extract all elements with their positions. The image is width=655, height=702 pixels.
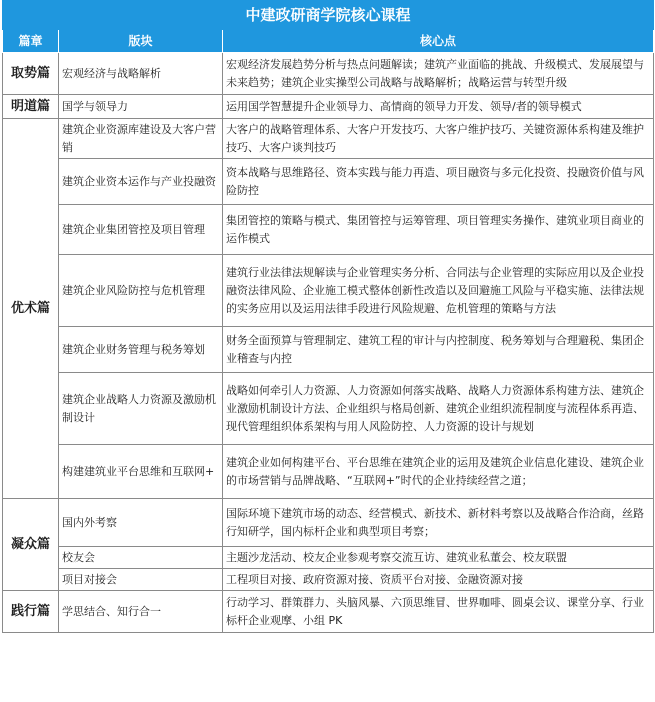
table-row	[3, 95, 654, 119]
module-cell: 建筑企业资本运作与产业投融资	[59, 159, 223, 205]
title-row	[3, 1, 654, 30]
chapter-cell: 明道篇	[3, 95, 59, 119]
module-cell: 国学与领导力	[59, 95, 223, 119]
core-point-cell: 财务全面预算与管理制定、建筑工程的审计与内控制度、税务筹划与合理避税、集团企业稽查与内控	[223, 327, 654, 373]
module-cell: 建筑企业财务管理与税务筹划	[59, 327, 223, 373]
core-point-cell: 建筑行业法律法规解读与企业管理实务分析、合同法与企业管理的实际应用以及企业投融资法律风险、企业施工模式整体创新性改造以及回避施工风险与平稳实施、法律法规的实务应用以及运用法律手段进行风险规避、危机管理的策略与方法	[223, 255, 654, 327]
module-cell: 校友会	[59, 547, 223, 569]
table-row	[3, 159, 654, 205]
chapter-cell: 践行篇	[3, 591, 59, 633]
course-table	[2, 0, 654, 633]
module-cell: 建筑企业资源库建设及大客户营销	[59, 119, 223, 159]
chapter-cell: 凝众篇	[3, 499, 59, 591]
chapter-cell: 优术篇	[3, 119, 59, 499]
table-row	[3, 327, 654, 373]
core-point-cell: 战略如何牵引人力资源、人力资源如何落实战略、战略人力资源体系构建方法、建筑企业激励机制设计方法、企业组织与格局创新、建筑企业组织流程制度与流程体系再造、现代管理组织体系架构与用人风险防控、人力资源的设计与规划	[223, 373, 654, 445]
header-core: 核心点	[223, 30, 654, 53]
table-row	[3, 547, 654, 569]
header-chapter: 篇章	[3, 30, 59, 53]
module-cell: 国内外考察	[59, 499, 223, 547]
table-row	[3, 591, 654, 633]
module-cell: 建筑企业集团管控及项目管理	[59, 205, 223, 255]
core-point-cell: 集团管控的策略与模式、集团管控与运筹管理、项目管理实务操作、建筑业项目商业的运作模式	[223, 205, 654, 255]
table-row	[3, 205, 654, 255]
module-cell: 宏观经济与战略解析	[59, 53, 223, 95]
core-point-cell: 工程项目对接、政府资源对接、资质平台对接、金融资源对接	[223, 569, 654, 591]
core-point-cell: 国际环境下建筑市场的动态、经营模式、新技术、新材料考察以及战略合作洽商，丝路行知研学，国内标杆企业和典型项目考察；	[223, 499, 654, 547]
module-cell: 构建建筑业平台思维和互联网+	[59, 445, 223, 499]
module-cell: 建筑企业战略人力资源及激励机制设计	[59, 373, 223, 445]
header-module: 版块	[59, 30, 223, 53]
table-row	[3, 569, 654, 591]
header-row	[3, 30, 654, 53]
core-point-cell: 主题沙龙活动、校友企业参观考察交流互访、建筑业私董会、校友联盟	[223, 547, 654, 569]
table-row	[3, 373, 654, 445]
core-point-cell: 宏观经济发展趋势分析与热点问题解读；建筑产业面临的挑战、升级模式、发展展望与未来趋势；建筑企业实操型公司战略与战略解析；战略运营与转型升级	[223, 53, 654, 95]
table-row	[3, 445, 654, 499]
module-cell: 建筑企业风险防控与危机管理	[59, 255, 223, 327]
table-row	[3, 119, 654, 159]
chapter-cell: 取势篇	[3, 53, 59, 95]
core-point-cell: 行动学习、群策群力、头脑风暴、六顶思维冒、世界咖啡、圆桌会议、课堂分享、行业标杆企业观摩、小组 PK	[223, 591, 654, 633]
table-row	[3, 499, 654, 547]
core-point-cell: 运用国学智慧提升企业领导力、高情商的领导力开发、领导/者的领导模式	[223, 95, 654, 119]
core-point-cell: 大客户的战略管理体系、大客户开发技巧、大客户维护技巧、关键资源体系构建及维护技巧、大客户谈判技巧	[223, 119, 654, 159]
core-point-cell: 建筑企业如何构建平台、平台思维在建筑企业的运用及建筑企业信息化建设、建筑企业的市场营销与品牌战略、“互联网+”时代的企业持续经营之道；	[223, 445, 654, 499]
module-cell: 学思结合、知行合一	[59, 591, 223, 633]
core-point-cell: 资本战略与思维路径、资本实践与能力再造、项目融资与多元化投资、投融资价值与风险防控	[223, 159, 654, 205]
table-title: 中建政研商学院核心课程	[3, 1, 654, 30]
table-row	[3, 53, 654, 95]
module-cell: 项目对接会	[59, 569, 223, 591]
table-row	[3, 255, 654, 327]
